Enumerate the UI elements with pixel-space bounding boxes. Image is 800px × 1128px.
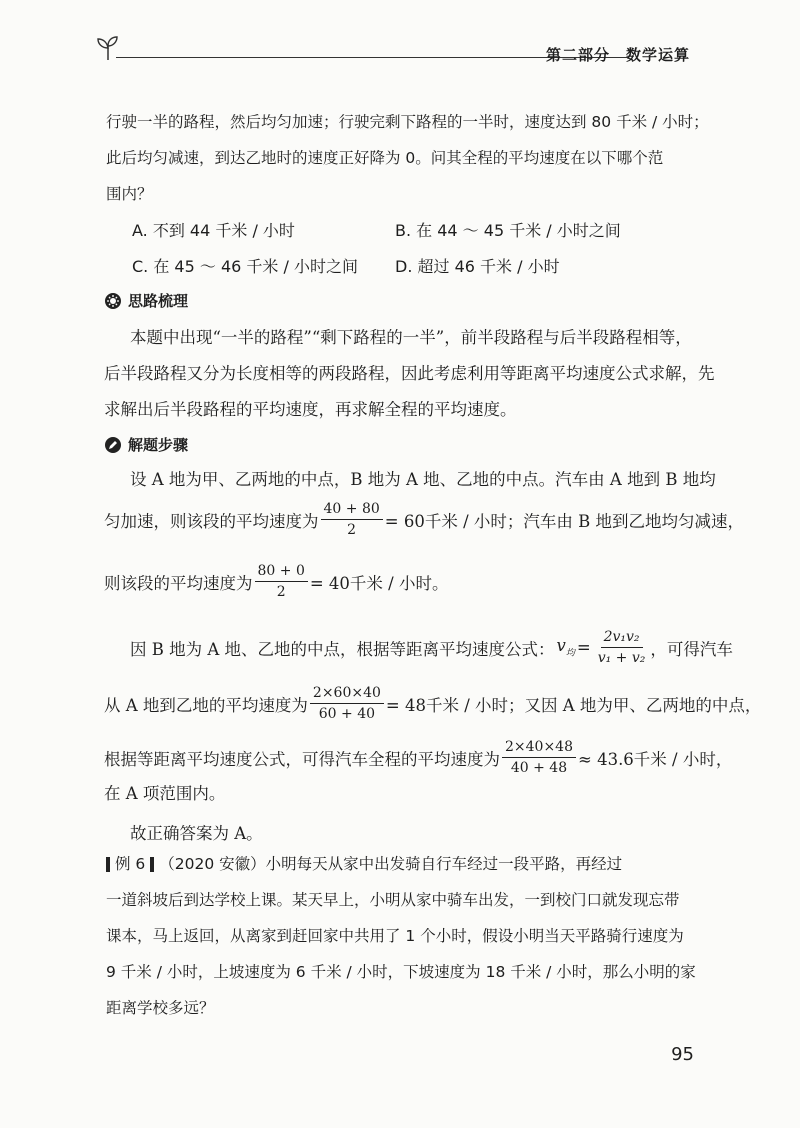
example-line-1-text: （2020 安徽）小明每天从家中出发骑自行车经过一段平路，再经过 [159,855,623,873]
example-line-3: 课本，马上返回，从离家到赶回家中共用了 1 个小时，假设小明当天平路骑行速度为 [106,927,684,945]
example-bar-left [106,857,110,872]
fraction-1 [321,502,383,537]
solution-line-6-result: ≈ 43.6千米 / 小时， [578,749,733,769]
solution-line-7: 在 A 项范围内。 [104,784,226,803]
solution-line-4-result: ，可得汽车 [650,639,733,659]
solution-line-3 [104,564,448,599]
solution-line-6-text: 根据等距离平均速度公式，可得汽车全程的平均速度为 [104,749,500,769]
v-avg-subscript: 均 [565,648,575,659]
fraction-4-denominator: 60 + 40 [318,706,376,722]
solution-line-4: 因 B 地为 A 地、乙地的中点，根据等距离平均速度公式： $v_均$ = $\frac{\text{2v₁v₂}}{\text{v₁ + v₂}}$ ，可得汽车 [130,629,733,666]
fraction-3-numerator: 2v₁v₂ [601,630,643,648]
section-title: 第二部分 数学运算 [546,46,691,64]
solution-heading [104,434,188,455]
solution-line-5-result: = 48千米 / 小时；又因 A 地为甲、乙两地的中点， [385,695,762,715]
fraction-2 [255,564,308,599]
analysis-line-1: 本题中出现“一半的路程”“剩下路程的一半”，前半段路程与后半段路程相等， [130,328,692,347]
solution-title: 解题步骤 [128,436,189,454]
solution-line-3-text: 则该段的平均速度为 [104,573,253,593]
example-line-2: 一道斜坡后到达学校上课。某天早上，小明从家中骑车出发，一到校门口就发现忘带 [106,891,680,909]
problem-line-1: 行驶一半的路程，然后均匀加速；行驶完剩下路程的一半时，速度达到 80 千米 / 小时； [106,113,709,131]
analysis-line-2: 后半段路程又分为长度相等的两段路程，因此考虑利用等距离平均速度公式求解，先 [104,364,715,383]
fraction-2-numerator: 80 + 0 [255,564,308,582]
v-avg-symbol: v [556,636,566,656]
solution-line-2 [104,502,744,537]
pen-icon [104,436,122,454]
fraction-1-numerator: 40 + 80 [321,502,383,520]
option-c: C. 在 45 ～ 46 千米 / 小时之间 [132,257,358,276]
example-line-1 [106,852,622,874]
fraction-5-numerator: 2×40×48 [502,740,576,758]
fraction-1-denominator: 2 [347,522,357,538]
example-line-5: 距离学校多远？ [106,999,215,1017]
solution-line-4-text: 因 B 地为 A 地、乙地的中点，根据等距离平均速度公式： [130,639,555,659]
option-b: B. 在 44 ～ 45 千米 / 小时之间 [395,221,621,240]
solution-line-5 [104,686,761,721]
problem-line-2: 此后均匀减速，到达乙地时的速度正好降为 0。问其全程的平均速度在以下哪个范 [106,149,664,167]
page-number: 95 [671,1044,694,1065]
example-label: 例 6 [115,855,146,873]
analysis-title: 思路梳理 [128,292,189,310]
problem-line-3: 围内？ [106,185,153,203]
fraction-3-denominator: v₁ + v₂ [597,650,646,666]
example-bar-right [150,857,154,872]
solution-line-1: 设 A 地为甲、乙两地的中点，B 地为 A 地、乙地的中点。汽车由 A 地到 B 地均 [130,470,716,489]
fraction-3 [595,630,649,665]
fraction-4 [310,686,384,721]
solution-line-5-text: 从 A 地到乙地的平均速度为 [104,695,308,715]
fraction-4-numerator: 2×60×40 [310,686,384,704]
example-line-4: 9 千米 / 小时，上坡速度为 6 千米 / 小时，下坡速度为 18 千米 / 小时，那么小明的家 [106,963,696,981]
solution-line-2-result: = 60千米 / 小时；汽车由 B 地到乙地均匀减速， [384,511,744,531]
solution-line-6 [104,740,732,775]
analysis-line-3: 求解出后半段路程的平均速度，再求解全程的平均速度。 [104,400,517,419]
solution-line-2-text: 匀加速，则该段的平均速度为 [104,511,319,531]
gear-icon [104,292,122,310]
sprout-icon [92,32,124,64]
fraction-5 [502,740,576,775]
solution-line-3-result: = 40千米 / 小时。 [309,573,449,593]
option-d: D. 超过 46 千米 / 小时 [395,257,560,276]
analysis-heading [104,290,188,311]
page-header [92,30,712,70]
fraction-2-denominator: 2 [276,584,286,600]
answer-line: 故正确答案为 A。 [130,824,263,843]
fraction-5-denominator: 40 + 48 [510,760,568,776]
option-a: A. 不到 44 千米 / 小时 [132,221,295,240]
